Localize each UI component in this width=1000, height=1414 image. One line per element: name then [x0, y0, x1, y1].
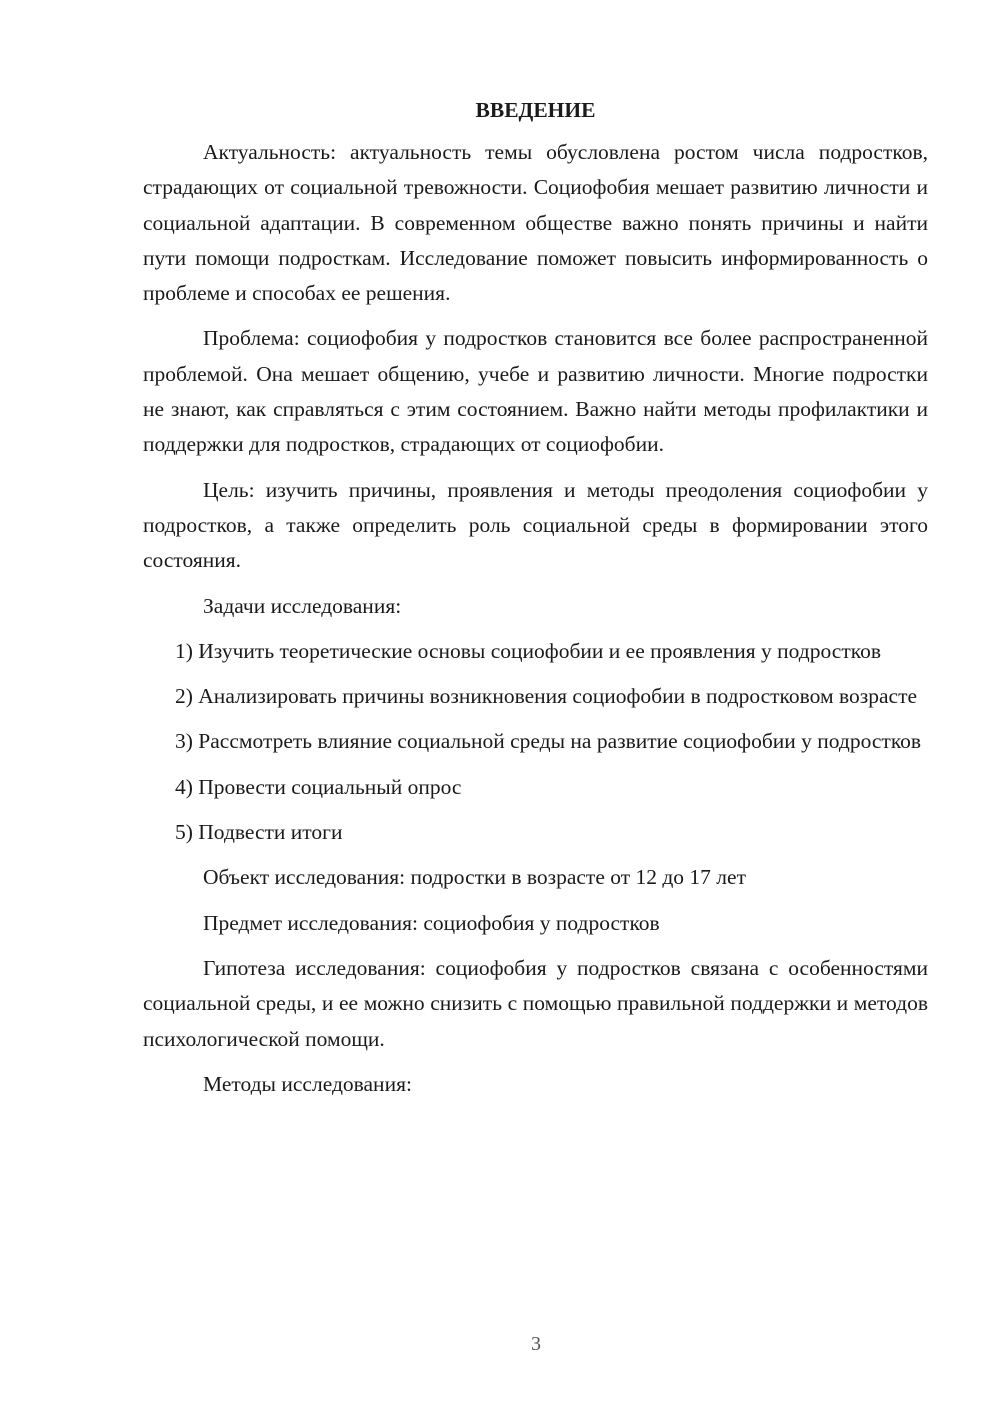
paragraph-relevance: Актуальность: актуальность темы обусловлена ростом числа подростков, страдающих от социальной тревожности. Социофобия мешает развитию личности и социальной адаптации. В современном обществе важно понять причины и найти пути помощи подросткам. Исследование поможет повысить информированность о проблеме и способах ее решения.: [143, 140, 928, 306]
task-item-2: 2) Анализировать причины возникновения социофобии в подростковом возрасте: [175, 684, 918, 709]
paragraph-subject: Предмет исследования: социофобия у подростков: [203, 910, 660, 935]
task-item-5: 5) Подвести итоги: [175, 820, 343, 845]
page-title: ВВЕДЕНИЕ: [475, 98, 596, 122]
paragraph-hypothesis: Гипотеза исследования: социофобия у подростков связана с особенностями социальной среды, и ее можно снизить с помощью правильной поддержки и методов психологической помощи.: [143, 955, 928, 1051]
tasks-heading: Задачи исследования:: [203, 593, 402, 618]
task-item-1: 1) Изучить теоретические основы социофобии и ее проявления у подростков: [175, 638, 881, 663]
paragraph-object: Объект исследования: подростки в возрасте от 12 до 17 лет: [203, 865, 746, 890]
paragraph-goal: Цель: изучить причины, проявления и методы преодоления социофобии у подростков, а также определить роль социальной среды в формировании этого состояния.: [143, 477, 928, 573]
page-number: 3: [531, 1333, 541, 1355]
paragraph-problem: Проблема: социофобия у подростков становится все более распространенной проблемой. Она мешает общению, учебе и развитию личности. Многие подростки не знают, как справляться с этим состоянием. Важно найти методы профилактики и поддержки для подростков, страдающих от социофобии.: [143, 326, 928, 457]
methods-heading: Методы исследования:: [203, 1071, 412, 1096]
document-page: [143, 95, 928, 1102]
task-item-3: 3) Рассмотреть влияние социальной среды на развитие социофобии у подростков: [175, 729, 922, 754]
task-item-4: 4) Провести социальный опрос: [175, 774, 462, 799]
